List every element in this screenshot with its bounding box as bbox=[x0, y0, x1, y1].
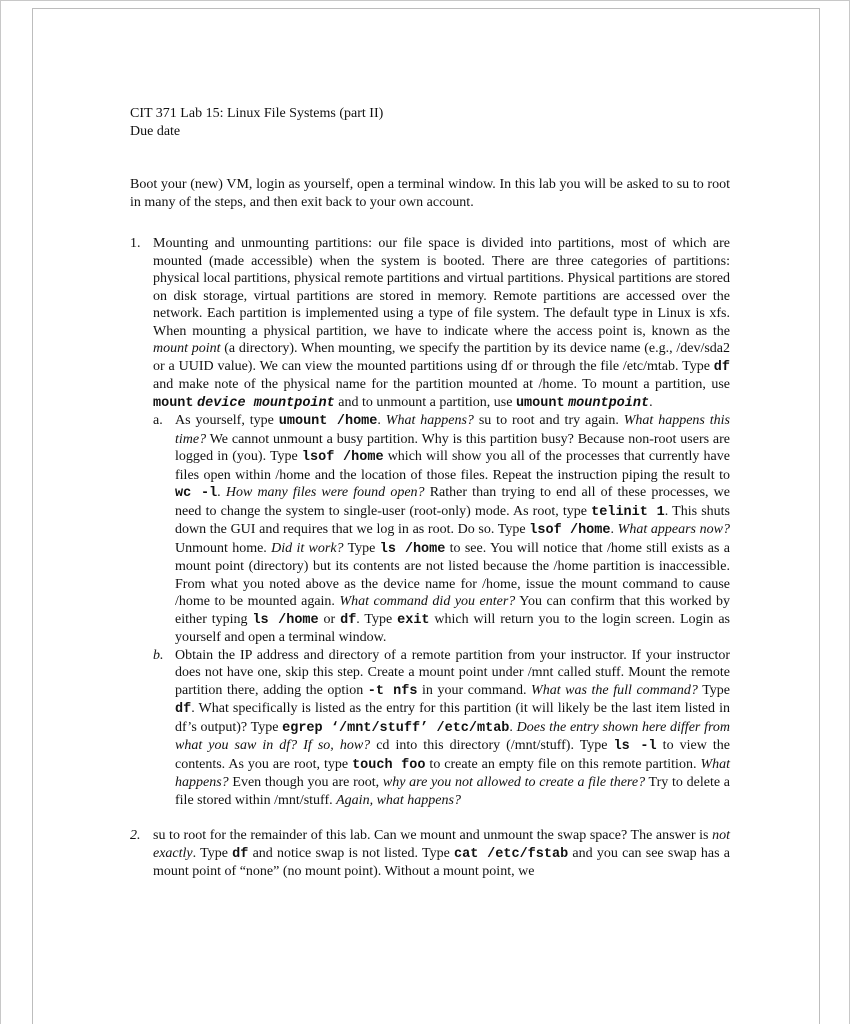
item-1a-body: As yourself, type umount /home. What happens? su to root and try again. What happens this time? We cannot unmount a busy partition. Why is this partition busy? Because non-root users are logged in (you). Type lsof /home which will show you all of the processes that currently have files open within /home and the location of those files. Repeat the instruction piping the result to wc -l. How many files were found open? Rather than trying to end all of these processes, we need to change the system to single-user (root-only) mode. As root, type telinit 1. This shuts down the GUI and requires that we log in as root. Do so. Type lsof /home. What appears now? Unmount home. Did it work? Type ls /home to see. You will notice that /home still exists as a mount point (directory) but its contents are not listed because the /home partition is inaccessible. From what you noted above as the device name for /home, issue the mount command to cause /home to be mounted again. What command did you enter? You can confirm that this worked by either typing ls /home or df. Type exit which will return you to the login screen. Login as yourself and open a terminal window. bbox=[175, 413, 731, 645]
item-1b-letter: b. bbox=[153, 647, 164, 663]
lab-title: CIT 371 Lab 15: Linux File Systems (part II) bbox=[130, 106, 384, 121]
item-2 bbox=[130, 827, 730, 881]
document-page bbox=[32, 8, 820, 1024]
item-2-number: 2. bbox=[130, 828, 141, 843]
due-date: Due date bbox=[130, 123, 181, 139]
document-content bbox=[130, 105, 730, 881]
item-1-body: Mounting and unmounting partitions: our file space is divided into partitions, most of which are mounted (made accessible) when the system is booted. There are three categories of partitions: physical local partitions, physical remote partitions and virtual partitions. Physical partitions are stored on disk storage, virtual partitions are stored in memory. Remote partitions are accessed over the network. Each partition is implemented using a type of file system. The default type in Linux is xfs. When mounting a physical partition, we have to indicate where the access point is, known as the mount point (a directory). When mounting, we specify the partition by its device name (e.g., /dev/sda2 or a UUID value). We can view the mounted partitions using df or through the file /etc/mtab. Type df and make note of the physical name for the partition mounted at /home. To mount a partition, use mount device mountpoint and to unmount a partition, use umount mountpoint. bbox=[153, 236, 731, 411]
item-1 bbox=[130, 235, 730, 809]
item-1a-letter: a. bbox=[153, 413, 163, 428]
item-1a bbox=[153, 412, 730, 647]
item-1-number: 1. bbox=[130, 236, 141, 251]
intro-paragraph: Boot your (new) VM, login as yourself, open a terminal window. In this lab you will be asked to su to root in many of the steps, and then exit back to your own account. bbox=[130, 177, 730, 210]
item-2-body: su to root for the remainder of this lab. Can we mount and unmount the swap space? The answer is not exactly. Type df and notice swap is not listed. Type cat /etc/fstab and you can see swap has a mount point of “none” (no mount point). Without a mount point, we bbox=[153, 828, 730, 879]
item-1b-body: Obtain the IP address and directory of a remote partition from your instructor. If your instructor does not have one, skip this step. Create a mount point under /mnt called stuff. Mount the remote partition there, adding the option -t nfs in your command. What was the full command? Type df. What specifically is listed as the entry for this partition (it will likely be the last item listed in df’s output)? Type egrep ‘/mnt/stuff’ /etc/mtab. Does the entry shown here differ from what you saw in df? If so, how? cd into this directory (/mnt/stuff). Type ls -l to view the contents. As you are root, type touch foo to create an empty file on this remote partition. What happens? Even though you are root, why are you not allowed to create a file there? Try to delete a file stored within /mnt/stuff. Again, what happens? bbox=[175, 647, 731, 808]
item-1b bbox=[153, 647, 730, 810]
